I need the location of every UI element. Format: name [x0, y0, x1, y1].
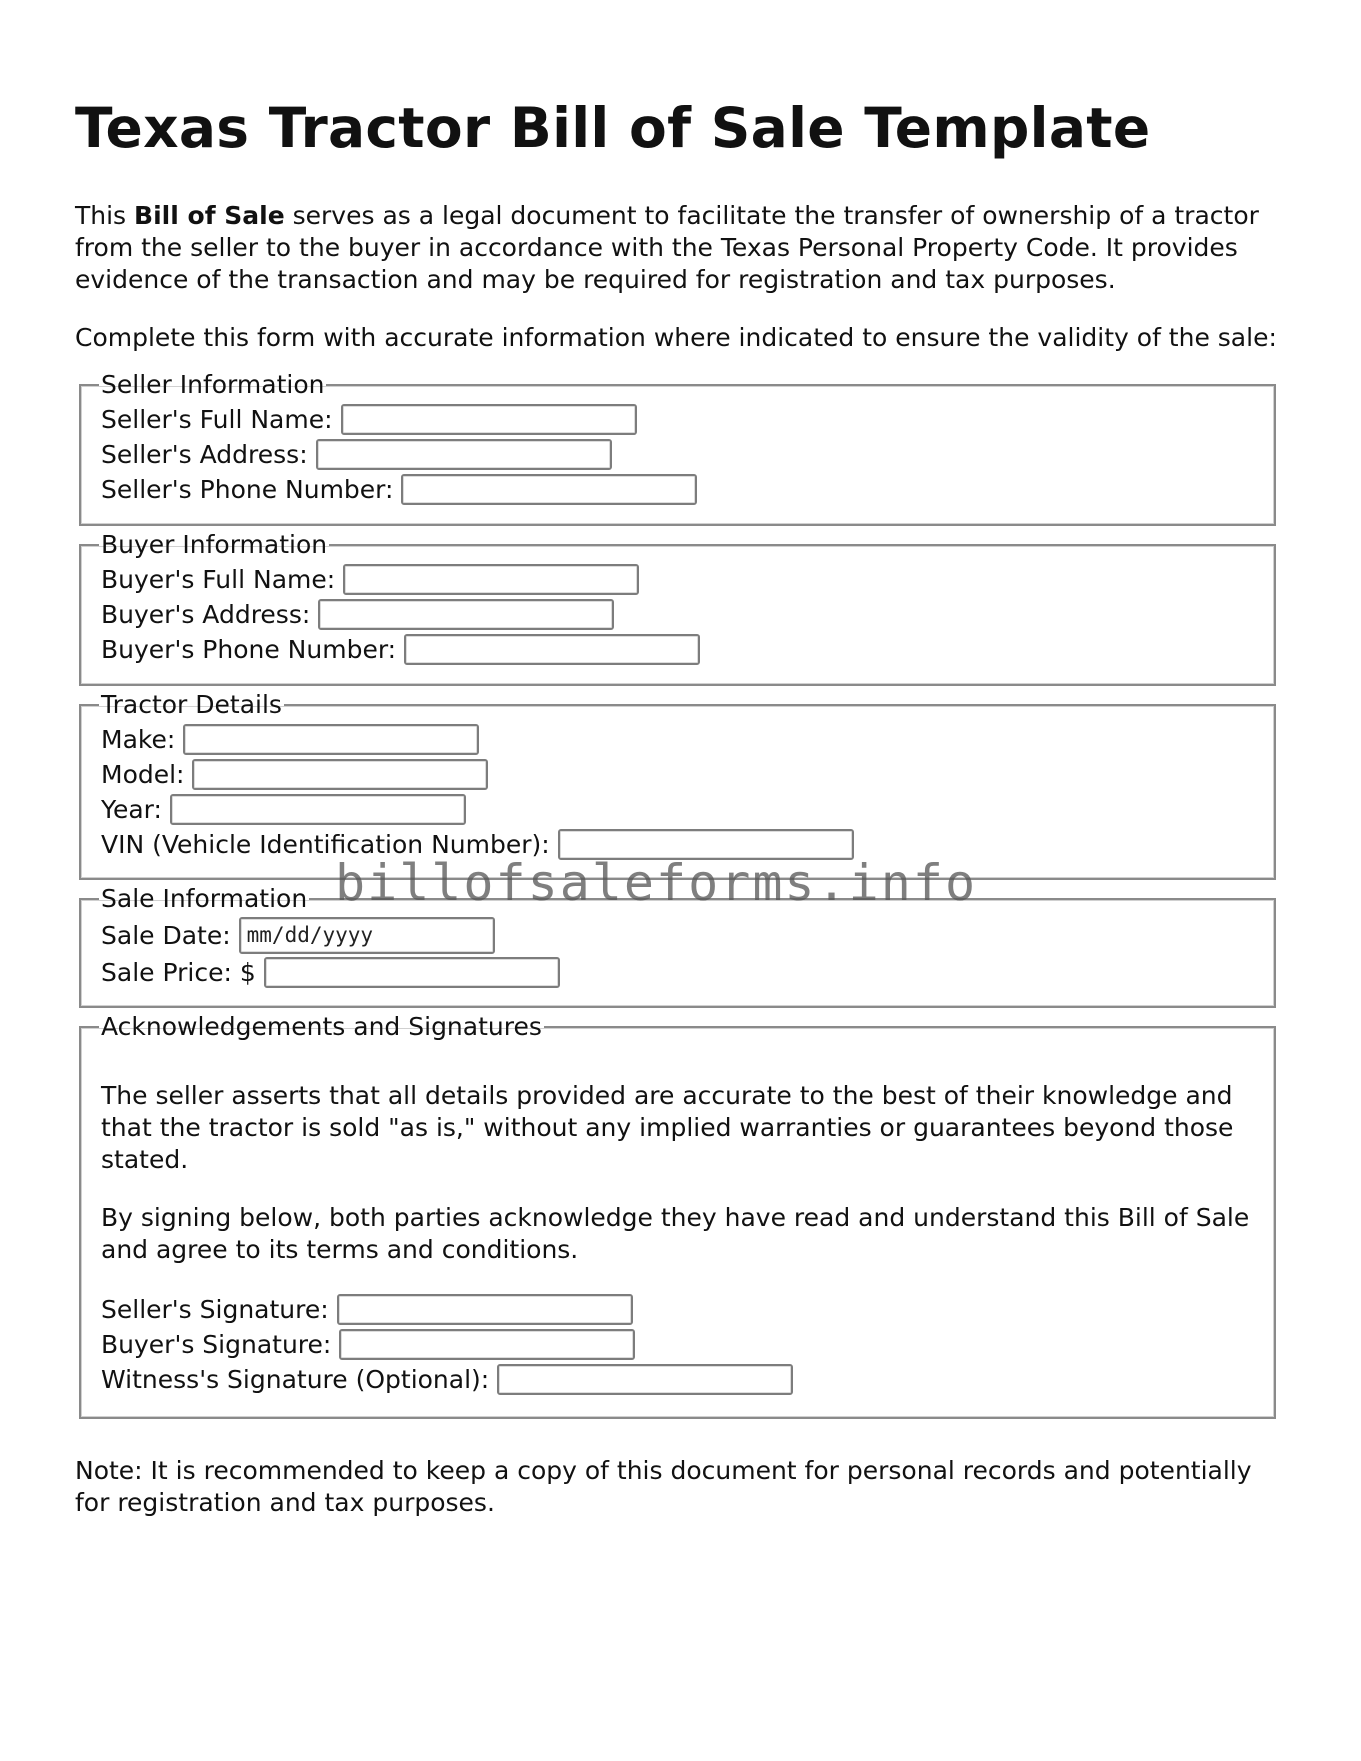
watermark: billofsaleforms.info: [335, 854, 978, 912]
witness-signature-label: Witness's Signature (Optional):: [101, 1365, 490, 1394]
buyer-phone-input[interactable]: [404, 634, 700, 665]
model-input[interactable]: [192, 759, 488, 790]
seller-signature-label: Seller's Signature:: [101, 1295, 329, 1324]
sale-price-label: Sale Price: $: [101, 958, 256, 987]
footer-note: Note: It is recommended to keep a copy of this document for personal records and potentially for registration and tax purposes.: [75, 1456, 1252, 1517]
buyer-signature-input[interactable]: [339, 1329, 635, 1360]
page-title: Texas Tractor Bill of Sale Template: [75, 96, 1151, 160]
as-is-statement: The seller asserts that all details provided are accurate to the best of their knowledge and that the tractor is sold "as is," without any implied warranties or guarantees beyond those stated.: [101, 1081, 1234, 1174]
tractor-section-legend: Tractor Details: [101, 690, 282, 719]
seller-name-label: Seller's Full Name:: [101, 405, 333, 434]
bill-of-sale-document: [75, 92, 1281, 1519]
seller-name-input[interactable]: [341, 404, 637, 435]
sale-date-label: Sale Date:: [101, 921, 231, 950]
buyer-address-label: Buyer's Address:: [101, 600, 311, 629]
intro-prefix: This: [75, 201, 135, 230]
tractor-details-section: [79, 690, 1276, 880]
seller-phone-label: Seller's Phone Number:: [101, 475, 394, 504]
vin-label: VIN (Vehicle Identification Number):: [101, 830, 550, 859]
model-label: Model:: [101, 760, 185, 789]
instructions-paragraph: Complete this form with accurate information where indicated to ensure the validity of the sale:: [75, 323, 1277, 352]
seller-signature-input[interactable]: [337, 1294, 633, 1325]
intro-bold-term: Bill of Sale: [134, 201, 285, 230]
make-label: Make:: [101, 725, 176, 754]
buyer-name-label: Buyer's Full Name:: [101, 565, 336, 594]
buyer-signature-label: Buyer's Signature:: [101, 1330, 332, 1359]
signature-fields: [101, 1292, 1254, 1397]
acknowledgements-section: [79, 1012, 1276, 1419]
buyer-section-legend: Buyer Information: [101, 530, 328, 559]
sale-price-input[interactable]: [264, 957, 560, 988]
witness-signature-input[interactable]: [497, 1364, 793, 1395]
intro-paragraph: [75, 200, 1281, 296]
sale-section-legend: Sale Information: [101, 884, 308, 913]
buyer-address-input[interactable]: [318, 599, 614, 630]
seller-address-input[interactable]: [316, 439, 612, 470]
year-label: Year:: [101, 795, 162, 824]
ack-section-legend: Acknowledgements and Signatures: [101, 1012, 542, 1041]
vin-input[interactable]: [558, 829, 854, 860]
sale-information-section: [79, 884, 1276, 1008]
buyer-name-input[interactable]: [343, 564, 639, 595]
sale-date-input[interactable]: mm/dd/yyyy: [239, 917, 495, 954]
agreement-statement: By signing below, both parties acknowledge they have read and understand this Bill of Sale and agree to its terms and conditions.: [101, 1203, 1250, 1264]
buyer-phone-label: Buyer's Phone Number:: [101, 635, 397, 664]
seller-phone-input[interactable]: [401, 474, 697, 505]
intro-suffix: serves as a legal document to facilitate the transfer of ownership of a tractor from the seller to the buyer in accordance with the Texas Personal Property Code. It provides evidence of the transaction and may be required for registration and tax purposes.: [75, 201, 1259, 294]
make-input[interactable]: [183, 724, 479, 755]
seller-section-legend: Seller Information: [101, 370, 325, 399]
buyer-information-section: [79, 530, 1276, 686]
seller-address-label: Seller's Address:: [101, 440, 308, 469]
year-input[interactable]: [170, 794, 466, 825]
seller-information-section: [79, 370, 1276, 526]
